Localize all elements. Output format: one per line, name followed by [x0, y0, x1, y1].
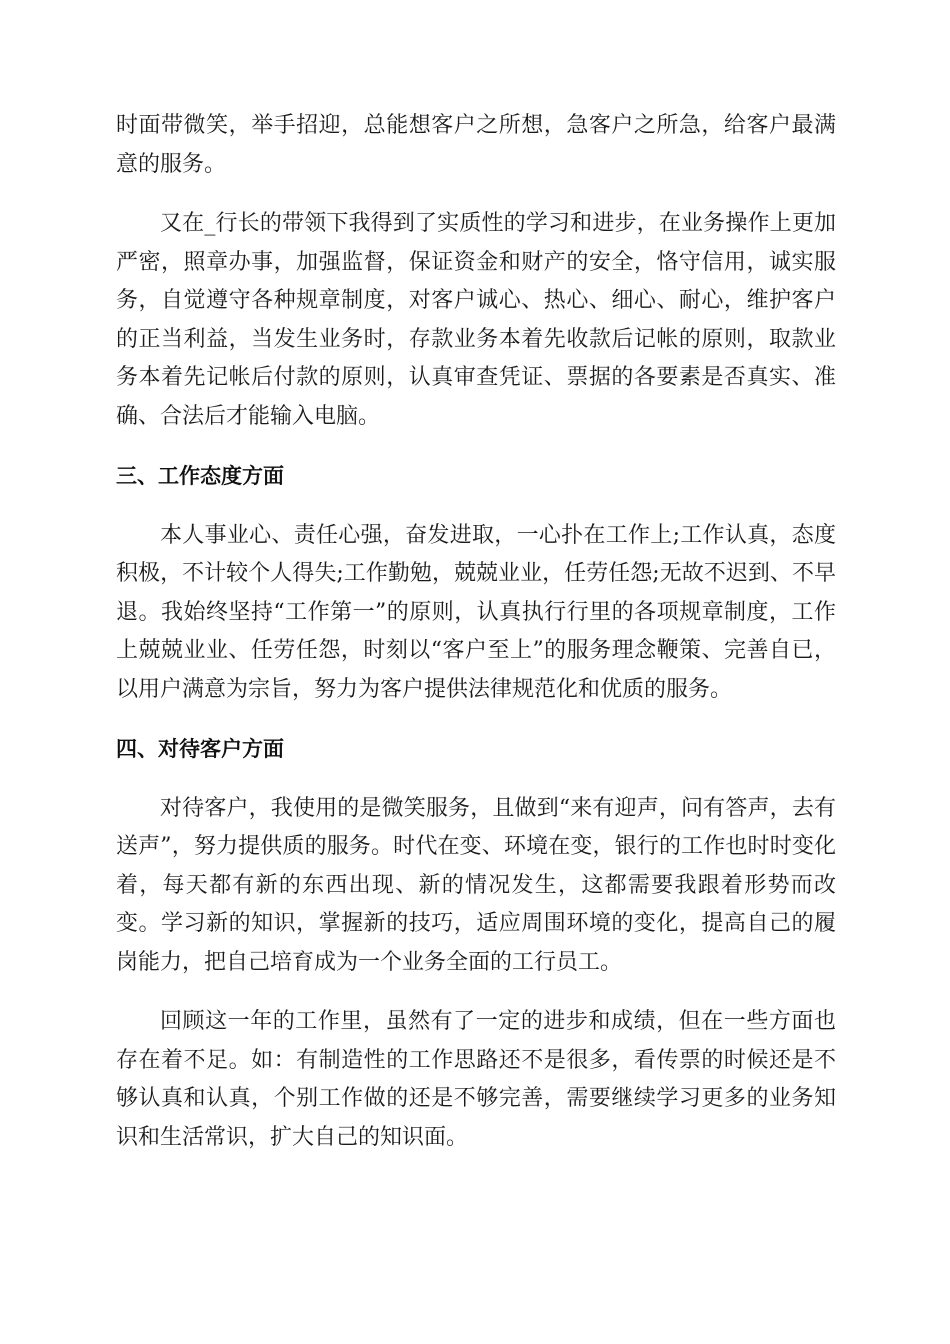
paragraph-year-review: 回顾这一年的工作里，虽然有了一定的进步和成绩，但在一些方面也存在着不足。如：有制造性的工作思路还不是很多，看传票的时候还是不够认真和认真，个别工作做的还是不够完善，需要继续学习更多的业务知识和生活常识，扩大自己的知识面。 [116, 1009, 836, 1150]
section-heading-customer-service: 四、对待客户方面 [116, 737, 284, 761]
document-body [116, 107, 836, 1178]
paragraph-customer-service: 对待客户，我使用的是微笑服务，且做到“来有迎声，问有答声，去有送声”，努力提供质的服务。时代在变、环境在变，银行的工作也时时变化着，每天都有新的东西出现、新的情况发生，这都需要我跟着形势而改变。学习新的知识，掌握新的技巧，适应周围环境的变化，提高自己的履岗能力，把自己培育成为一个业务全面的工行员工。 [116, 795, 836, 975]
paragraph-continued-service: 时面带微笑，举手招迎，总能想客户之所想，急客户之所急，给客户最满意的服务。 [116, 113, 836, 177]
paragraph-learning-progress: 又在_行长的带领下我得到了实质性的学习和进步，在业务操作上更加严密，照章办事，加强监督，保证资金和财产的安全，恪守信用，诚实服务，自觉遵守各种规章制度，对客户诚心、热心、细心、耐心，维护客户的正当利益，当发生业务时，存款业务本着先收款后记帐的原则，取款业务本着先记帐后付款的原则，认真审查凭证、票据的各要素是否真实、准确、合法后才能输入电脑。 [116, 211, 836, 429]
paragraph-work-attitude: 本人事业心、责任心强，奋发进取，一心扑在工作上;工作认真，态度积极，不计较个人得失;工作勤勉，兢兢业业，任劳任怨;无故不迟到、不早退。我始终坚持“工作第一”的原则，认真执行行里的各项规章制度，工作上兢兢业业、任劳任怨，时刻以“客户至上”的服务理念鞭策、完善自已，以用户满意为宗旨，努力为客户提供法律规范化和优质的服务。 [116, 522, 836, 702]
section-heading-work-attitude: 三、工作态度方面 [116, 464, 284, 488]
